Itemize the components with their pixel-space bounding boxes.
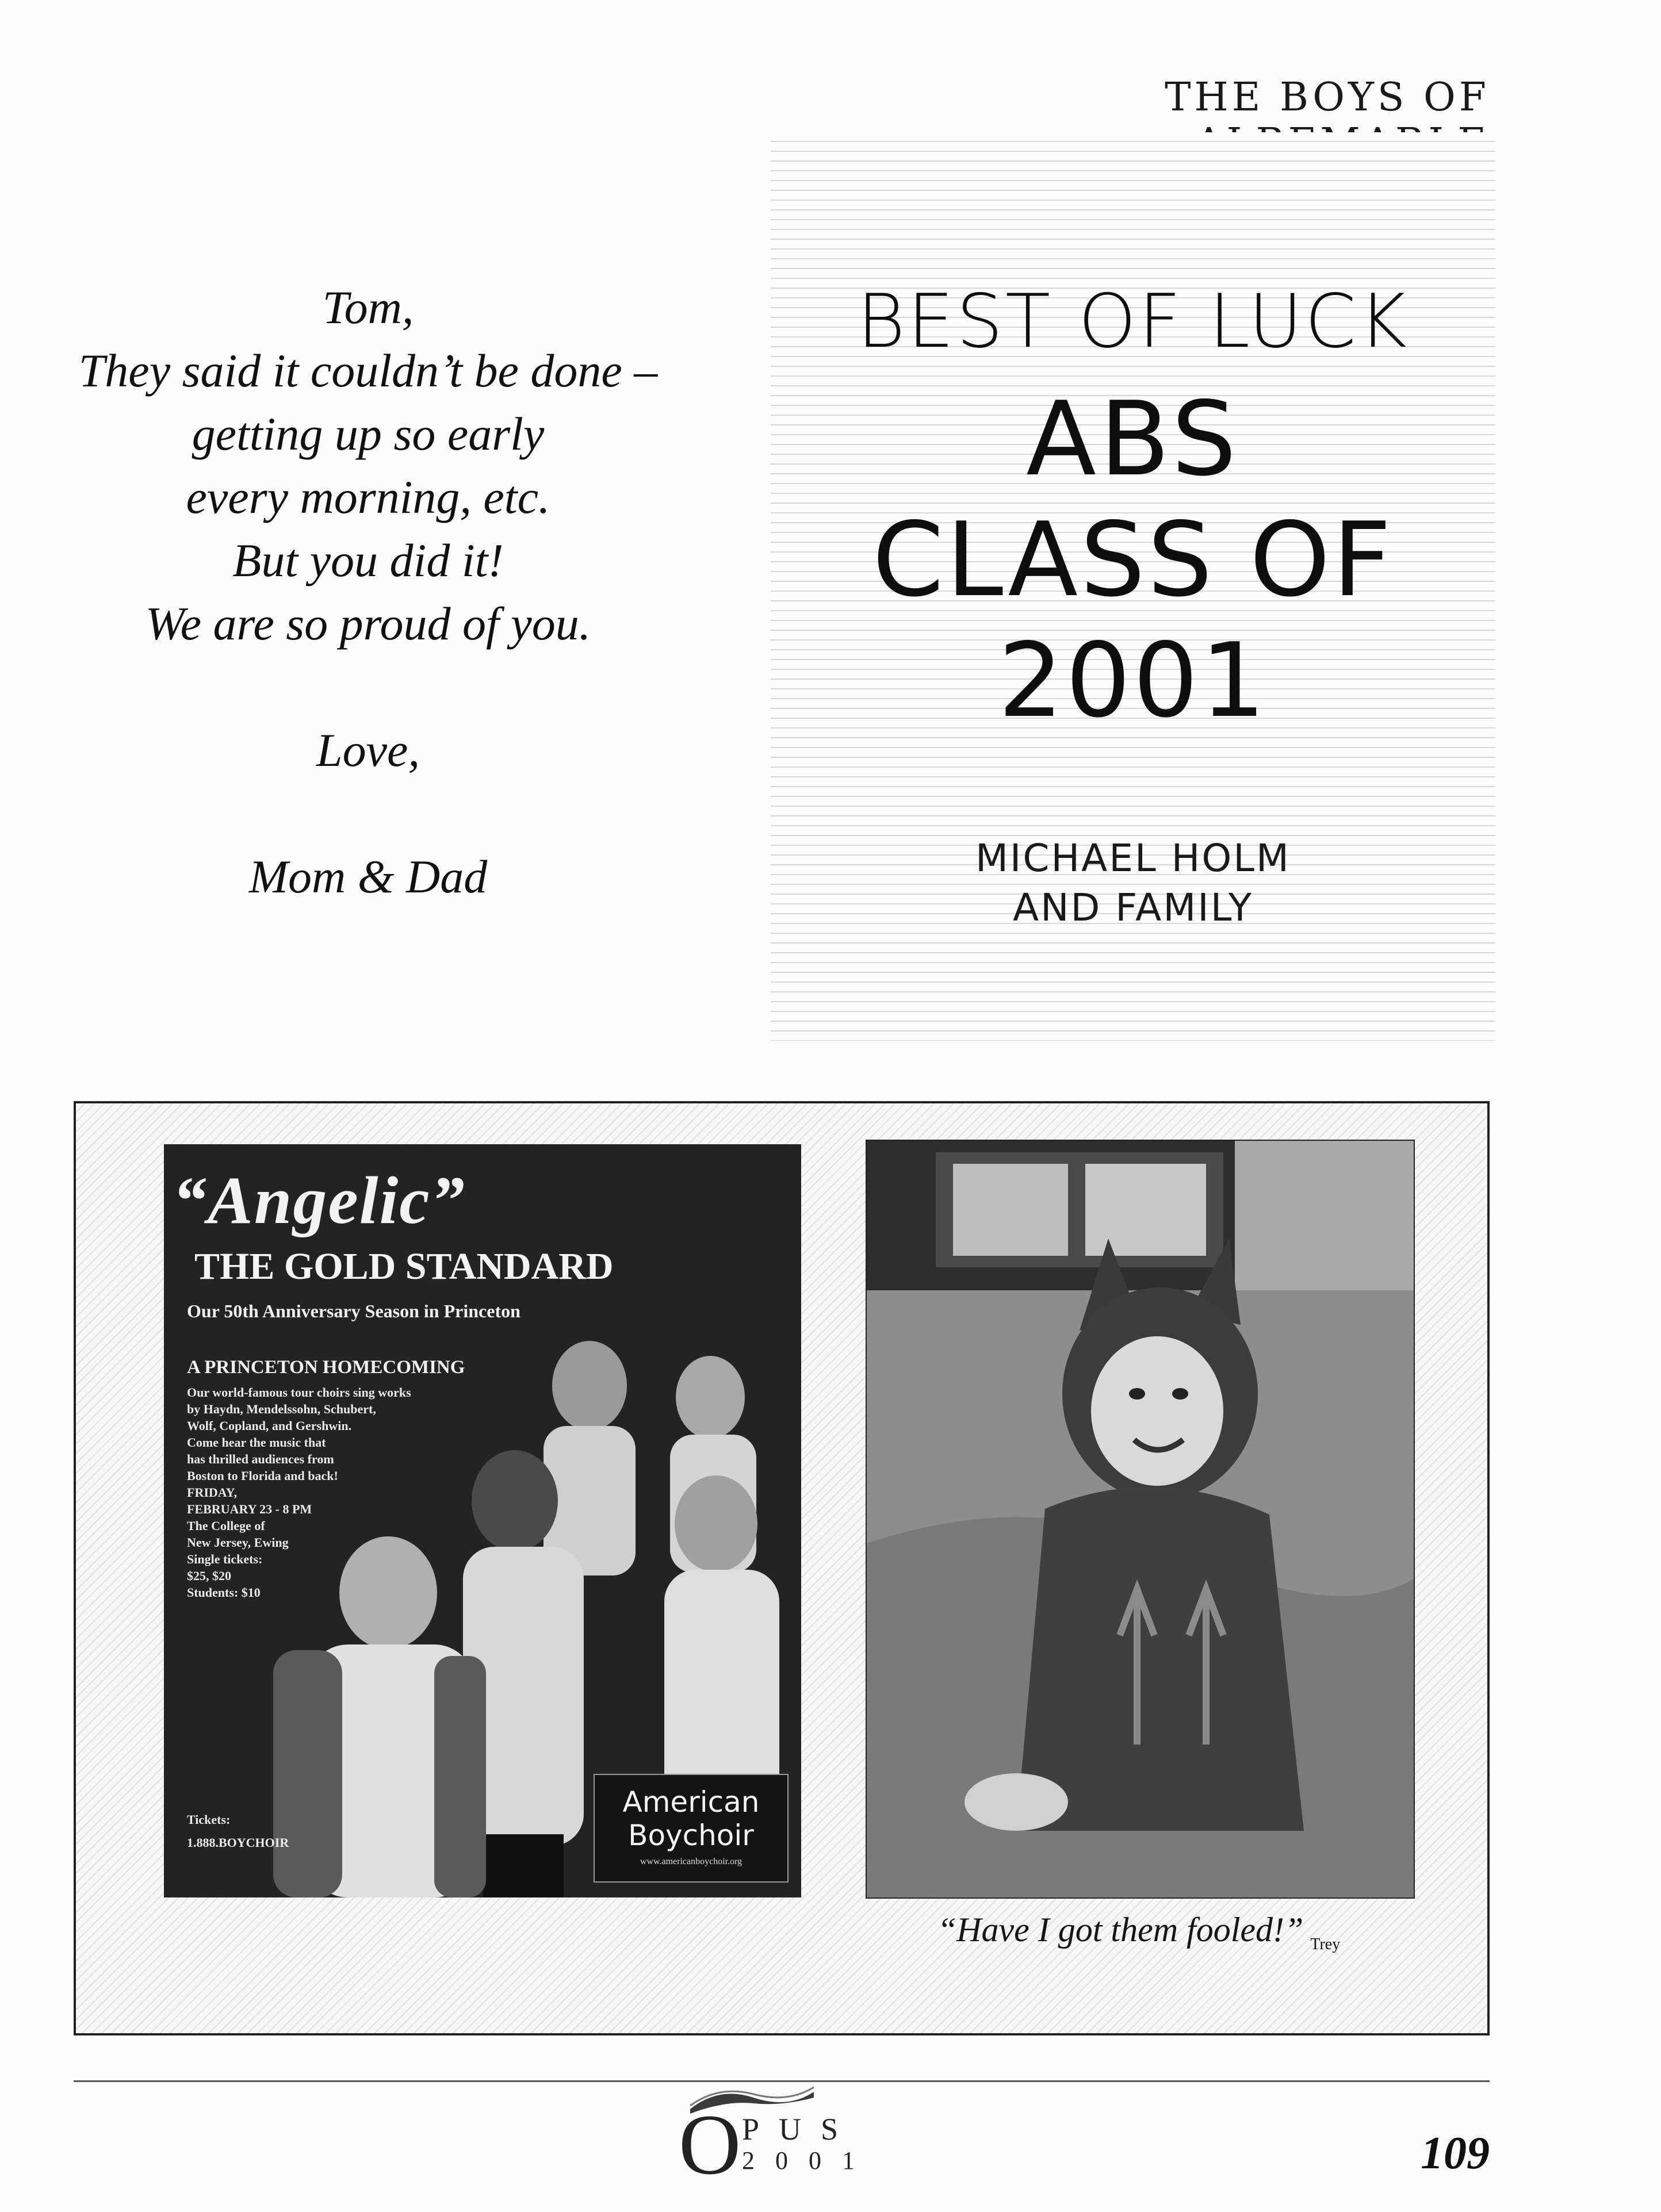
photo-caption: [863, 1910, 1415, 1954]
letter-signature: Mom & Dad: [248, 850, 488, 903]
poster-body-line: FRIDAY,: [187, 1485, 238, 1500]
brand-line: Boychoir: [628, 1819, 754, 1852]
brand-line: American: [622, 1785, 760, 1819]
class-ad-line-abs: ABS: [1026, 379, 1240, 499]
poster-body-line: Wolf, Copland, and Gershwin.: [187, 1419, 352, 1433]
poster-body-line: The College of: [187, 1519, 265, 1533]
class-ad-sponsor: [771, 834, 1495, 933]
poster-body-line: Single tickets:: [187, 1552, 263, 1566]
poster-tickets-phone: 1.888.BOYCHOIR: [187, 1835, 289, 1850]
sponsor-line: MICHAEL HOLM: [975, 836, 1291, 880]
boychoir-logo: [594, 1774, 789, 1883]
sponsor-line: AND FAMILY: [1012, 885, 1254, 930]
poster-body-line: Come hear the music that: [187, 1435, 326, 1450]
class-ad-line-class-of: CLASS OF: [872, 500, 1394, 619]
poster-tickets: [187, 1808, 359, 1854]
poster-body-line: Our world-famous tour choirs sing works: [187, 1385, 411, 1400]
class-ad-line-best-of-luck: BEST OF LUCK: [857, 279, 1409, 365]
poster-body-line: FEBRUARY 23 - 8 PM: [187, 1502, 312, 1516]
poster-tickets-label: Tickets:: [187, 1812, 231, 1827]
letter-line: getting up so early: [192, 408, 545, 460]
poster-subhead: THE GOLD STANDARD: [194, 1245, 614, 1287]
poster-body-line: $25, $20: [187, 1569, 231, 1583]
caption-credit: Trey: [1310, 1935, 1341, 1953]
page-number: 109: [1421, 2128, 1490, 2179]
letter-line: Tom,: [322, 281, 414, 333]
child-in-costume-image: [867, 1141, 1415, 1899]
poster-body-line: has thrilled audiences from: [187, 1452, 334, 1466]
devil-costume-photo: [866, 1140, 1415, 1899]
poster-season: Our 50th Anniversary Season in Princeton: [187, 1301, 521, 1321]
poster-body-line: Students: $10: [187, 1585, 261, 1600]
poster-body-line: Boston to Florida and back!: [187, 1469, 338, 1483]
letter-line: But you did it!: [232, 534, 504, 586]
running-head: THE BOYS OF: [1165, 75, 1490, 120]
opus-logo-text: PUS: [742, 2112, 858, 2146]
poster-event-title: A PRINCETON HOMECOMING: [187, 1357, 465, 1378]
brand-url: www.americanboychoir.org: [640, 1857, 743, 1866]
poster-headline: “Angelic”: [173, 1163, 466, 1238]
parent-letter: [69, 276, 667, 908]
opus-logo-initial: O: [679, 2097, 741, 2192]
class-ad-line-year: 2001: [998, 621, 1268, 740]
letter-line: They said it couldn’t be done –: [78, 344, 658, 397]
opus-logo-year: 2001: [742, 2146, 875, 2175]
poster-body-line: New Jersey, Ewing: [187, 1535, 289, 1550]
letter-closing: Love,: [316, 724, 420, 776]
poster-body-line: by Haydn, Mendelssohn, Schubert,: [187, 1402, 376, 1416]
letter-line: every morning, etc.: [186, 471, 550, 523]
poster-body: [187, 1384, 440, 1601]
caption-text: “Have I got them fooled!”: [937, 1911, 1304, 1949]
letter-line: We are so proud of you.: [145, 597, 591, 650]
